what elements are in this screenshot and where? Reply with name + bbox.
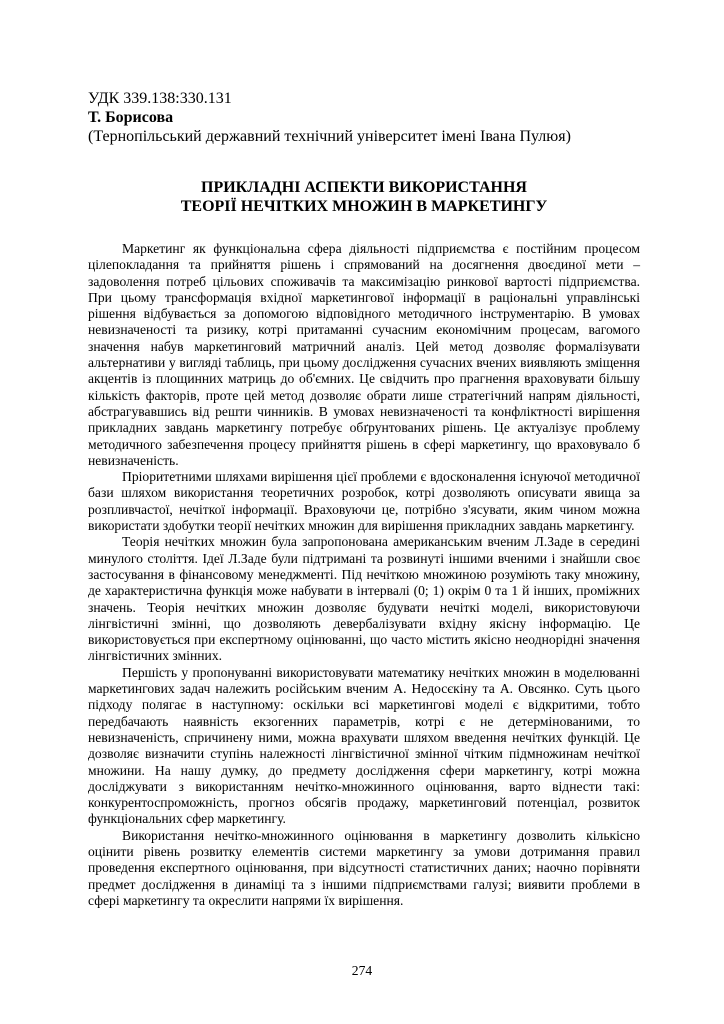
document-page (88, 89, 640, 909)
article-body (88, 241, 640, 909)
title-line-1: ПРИКЛАДНІ АСПЕКТИ ВИКОРИСТАННЯ (201, 179, 527, 196)
title-line-2: ТЕОРІЇ НЕЧІТКИХ МНОЖИН В МАРКЕТИНГУ (180, 198, 548, 215)
page-number: 274 (351, 963, 373, 978)
udc-code: УДК 339.138:330.131 (88, 90, 232, 107)
paragraph: Пріоритетними шляхами вирішення цієї проблеми є вдосконалення існуючої методичної бази шляхом використання теоретичних розробок, котрі дозволяють описувати явища за розпливчастої, нечіткої інформації. Враховуючи це, потрібно з'ясувати, яким чином можна використати здобутки теорії нечітких множин для вирішення прикладних завдань маркетингу. (88, 469, 640, 534)
paragraph: Маркетинг як функціональна сфера діяльності підприємства є постійним процесом цілепокладання та прийняття рішень і спрямований на досягнення двоєдиної мети – задоволення потреб цільових споживачів та максимізацію ринкової вартості підприємства. При цьому трансформація вхідної маркетингової інформації в раціональні управлінські рішення відбувається за допомогою відповідного методичного інструментарію. В умовах невизначеності та ризику, котрі притаманні сучасним економічним процесам, вагомого значення набув маркетинговий матричний аналіз. Цей метод дозволяє формалізувати альтернативи у вигляді таблиць, при цьому дослідження сучасних вчених виявляють зміщення акцентів із площинних матриць до об'ємних. Це свідчить про прагнення враховувати більшу кількість факторів, проте цей метод дозволяє обрати лише стратегічний напрям діяльності, абстрагувавшись від решти чинників. В умовах невизначеності та конфліктності вирішення прикладних завдань маркетингу потребує обґрунтованих рішень. Це актуалізує проблему методичного забезпечення процесу прийняття рішень в сфері маркетингу, що враховувало б невизначеність. (88, 241, 640, 468)
article-title (88, 178, 640, 216)
paragraph: Теорія нечітких множин була запропонована американським вченим Л.Заде в середині минулого століття. Ідеї Л.Заде були підтримані та розвинуті іншими вченими і знайшли своє застосування в фінансовому менеджменті. Під нечіткою множиною розуміють таку множину, де характеристична функція може набувати в інтервалі (0; 1) окрім 0 та 1 й інших, проміжних значень. Теорія нечітких множин дозволяє будувати нечіткі моделі, використовуючи лінгвістичні змінні, що дозволяють девербалізувати вхідну якісну інформацію. Це використовується при експертному оцінюванні, що часто містить якісно неоднорідні значення лінгвістичних змінних. (88, 534, 640, 664)
paragraph: Першість у пропонуванні використовувати математику нечітких множин в моделюванні маркетингових задач належить російським вченим А. Недосєкіну та А. Овсянко. Суть цього підходу полягає в наступному: оскільки всі маркетингові моделі є відкритими, тобто передбачають наявність екзогенних параметрів, котрі є не детермінованими, то невизначеність, спричинену ними, можна врахувати шляхом введення нечітких функцій. Це дозволяє визначити ступінь належності лінгвістичної змінної чітким підмножинам нечіткої множини. На нашу думку, до предмету дослідження сфери маркетингу, котрі можна досліджувати з використанням нечітко-множинного оцінювання, варто віднести такі: конкурентоспроможність, прогноз обсягів продажу, маркетинговий потенціал, розвиток функціональних сфер маркетингу. (88, 664, 640, 827)
author-name: Т. Борисова (88, 109, 174, 126)
paragraph: Використання нечітко-множинного оцінювання в маркетингу дозволить кількісно оцінити рівень розвитку елементів системи маркетингу за умови дотримання правил проведення експертного оцінювання, при відсутності статистичних даних; наочно порівняти предмет дослідження в динаміці та з іншими підприємствами галузі; виявити проблеми в сфері маркетингу та окреслити напрями їх вирішення. (88, 827, 640, 908)
author-affiliation: (Тернопільський державний технічний університет імені Івана Пулюя) (88, 128, 571, 145)
